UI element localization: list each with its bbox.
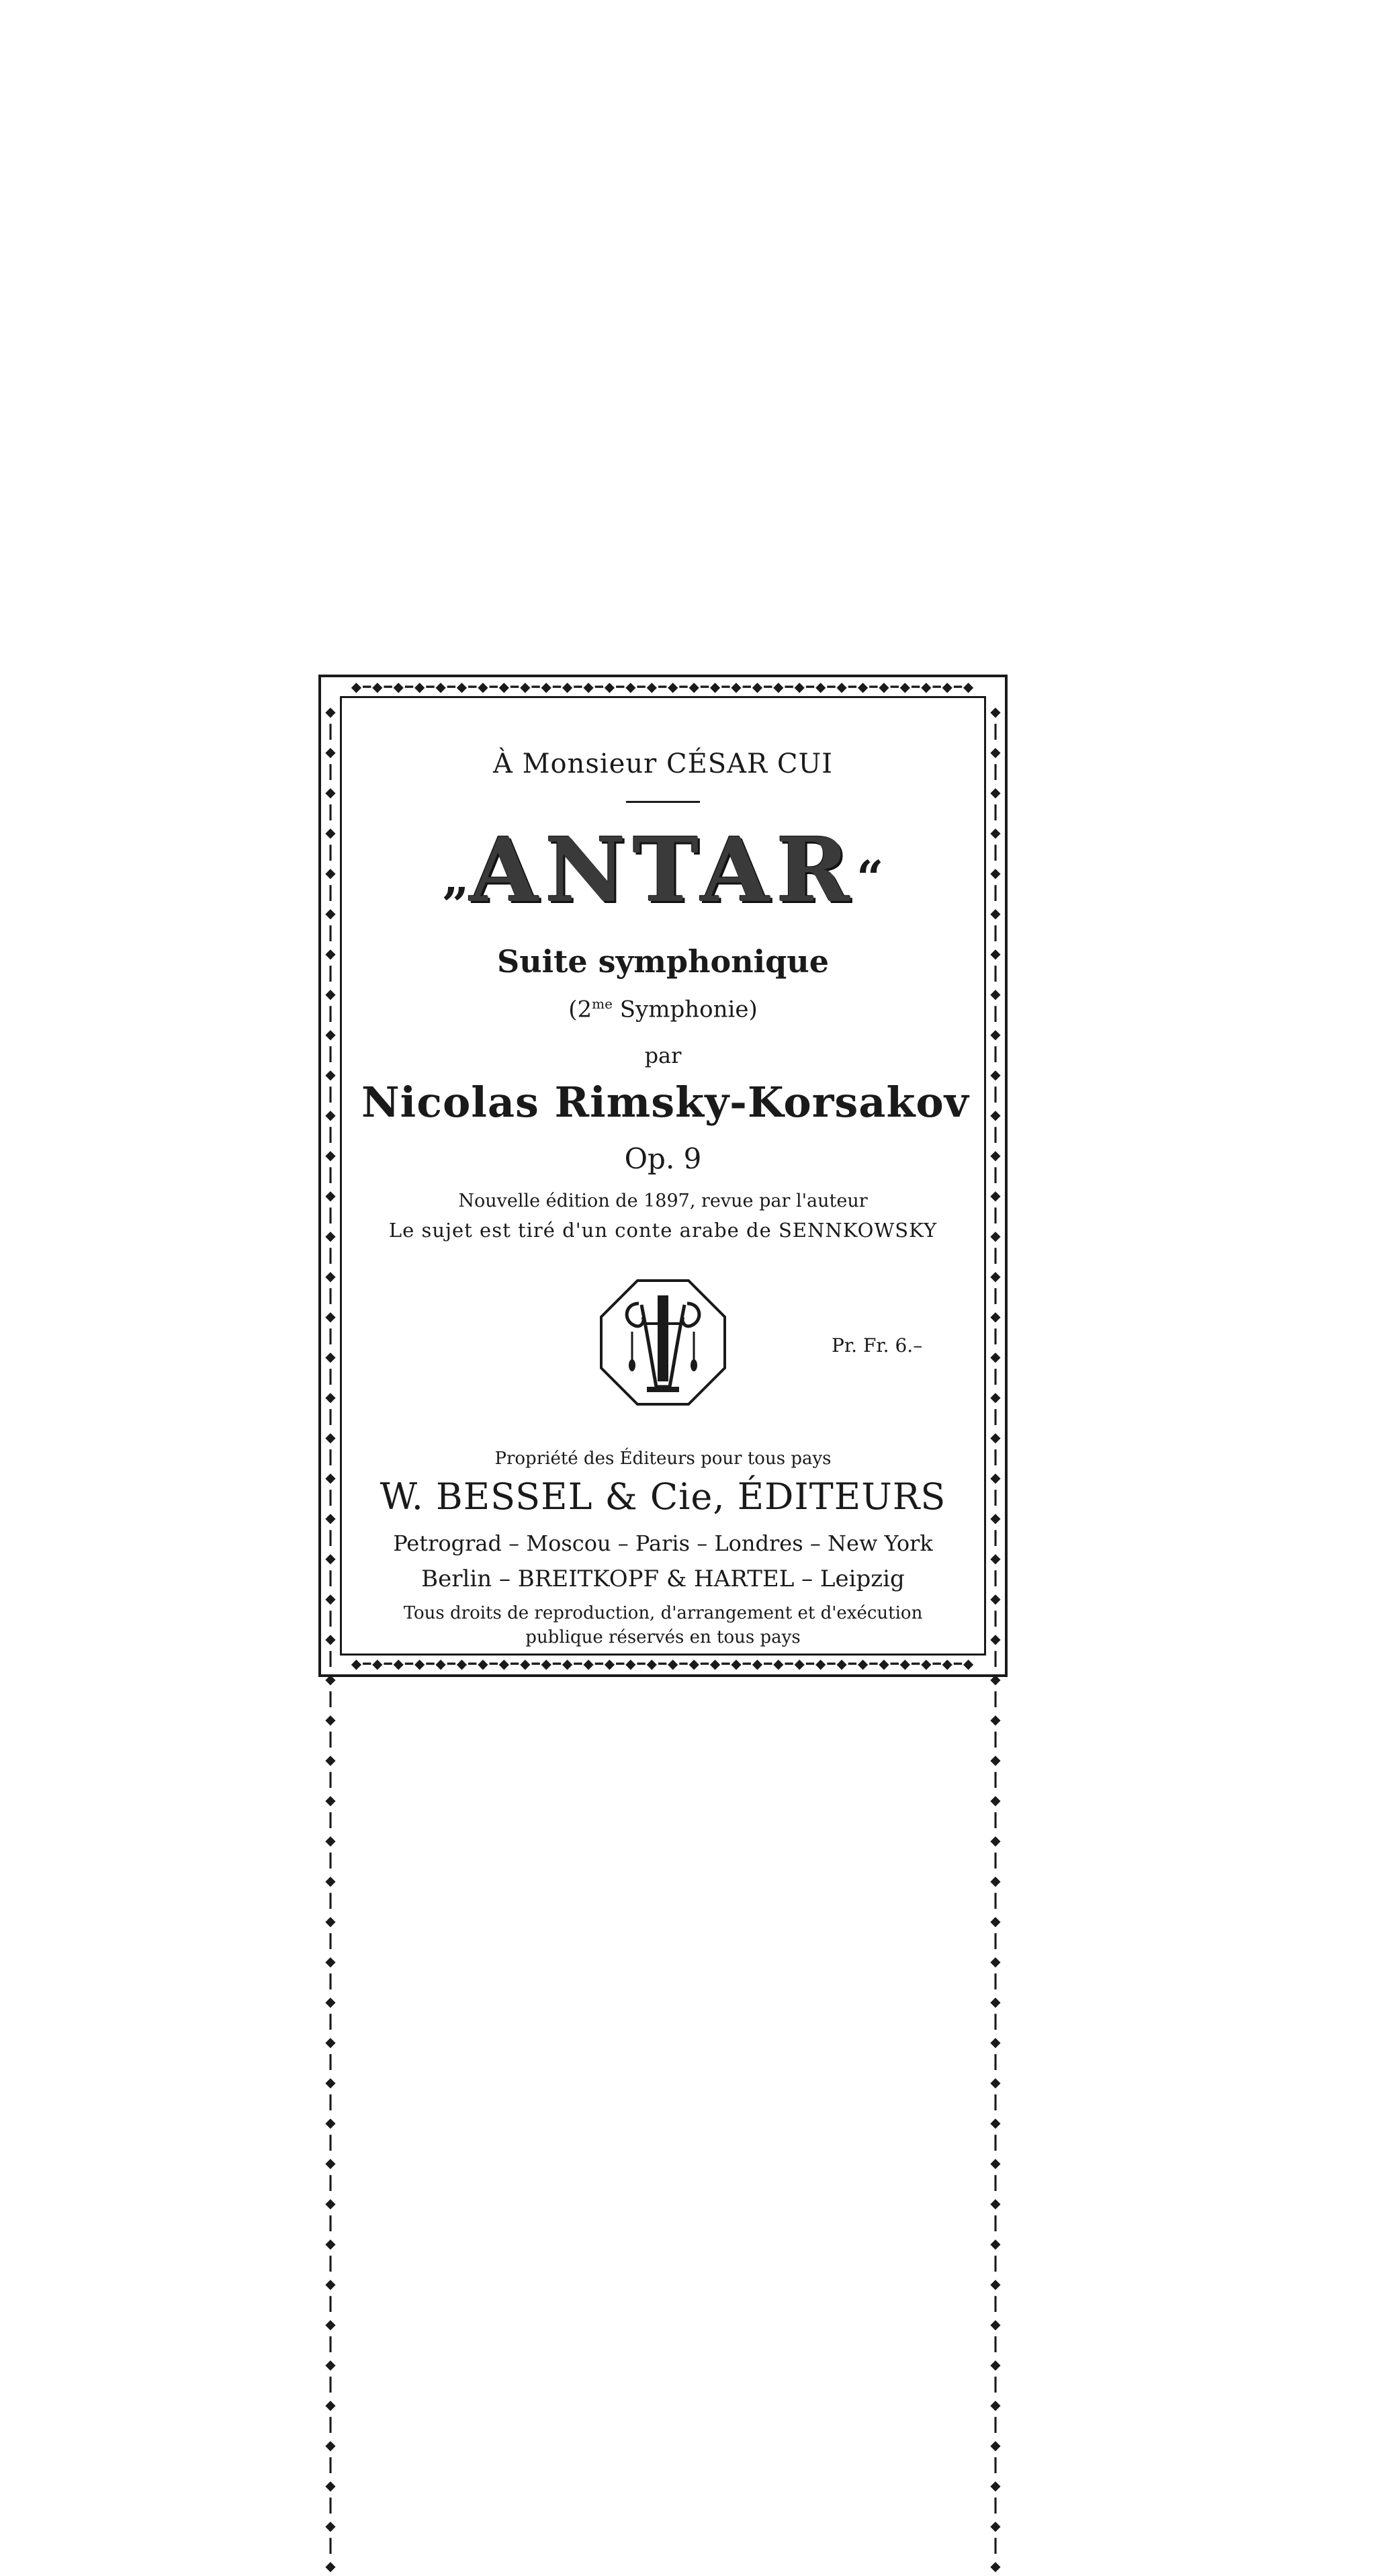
cover-content: [361, 718, 969, 1647]
divider-rule: [626, 801, 700, 803]
ornament-border-right: ◆┃◆┃◆┃◆┃◆┃◆┃◆┃◆┃◆┃◆┃◆┃◆┃◆┃◆┃◆┃◆┃◆┃◆┃◆┃◆┃◆┃◆┃◆┃◆┃◆┃◆┃◆┃◆┃◆┃◆┃◆┃◆┃◆┃◆┃◆┃◆┃◆┃◆┃◆┃◆┃◆┃◆┃◆┃◆┃◆┃◆┃◆: [990, 703, 1001, 2574]
publisher-lyre-emblem-icon: [598, 1278, 727, 1407]
composer-name: Nicolas Rimsky-Korsakov: [361, 1078, 969, 1127]
close-quote: “: [856, 850, 884, 906]
edition-note: Nouvelle édition de 1897, revue par l'auteur: [458, 1191, 868, 1211]
symphony-note: ($2^{me}$ Symphonie): [568, 996, 758, 1023]
publisher-name: W. BESSEL & Cie, ÉDITEURS: [380, 1475, 946, 1518]
co-publisher-line: Berlin – BREITKOPF & HARTEL – Leipzig: [421, 1565, 905, 1592]
price-label: Pr. Fr. 6.–: [832, 1334, 923, 1357]
ornament-border-bottom: ◆━◆━◆━◆━◆━◆━◆━◆━◆━◆━◆━◆━◆━◆━◆━◆━◆━◆━◆━◆━◆━◆━◆━◆━◆━◆━◆━◆━◆━◆: [351, 1656, 975, 1672]
source-note: Le sujet est tiré d'un conte arabe de SENNKOWSKY: [388, 1219, 938, 1242]
ornament-border-top: ◆━◆━◆━◆━◆━◆━◆━◆━◆━◆━◆━◆━◆━◆━◆━◆━◆━◆━◆━◆━◆━◆━◆━◆━◆━◆━◆━◆━◆━◆: [351, 679, 975, 695]
title-text: ANTAR: [469, 818, 857, 922]
ornament-border-left: ◆┃◆┃◆┃◆┃◆┃◆┃◆┃◆┃◆┃◆┃◆┃◆┃◆┃◆┃◆┃◆┃◆┃◆┃◆┃◆┃◆┃◆┃◆┃◆┃◆┃◆┃◆┃◆┃◆┃◆┃◆┃◆┃◆┃◆┃◆┃◆┃◆┃◆┃◆┃◆┃◆┃◆┃◆┃◆┃◆┃◆┃◆: [325, 703, 336, 2574]
rights-note-line1: Tous droits de reproduction, d'arrangement et d'exécution: [403, 1603, 923, 1623]
work-title: [361, 818, 965, 922]
subtitle: Suite symphonique: [496, 943, 830, 980]
cover-frame: [318, 675, 1008, 2574]
dedication: À Monsieur CÉSAR CUI: [492, 748, 834, 779]
property-note: Propriété des Éditeurs pour tous pays: [494, 1449, 832, 1469]
open-quote: „: [442, 850, 470, 906]
publisher-cities: Petrograd – Moscou – Paris – Londres – New York: [393, 1531, 933, 1556]
rights-note-line2: publique réservés en tous pays: [525, 1627, 801, 1647]
opus-number: Op. 9: [624, 1142, 702, 1175]
par-label: par: [644, 1043, 682, 1068]
